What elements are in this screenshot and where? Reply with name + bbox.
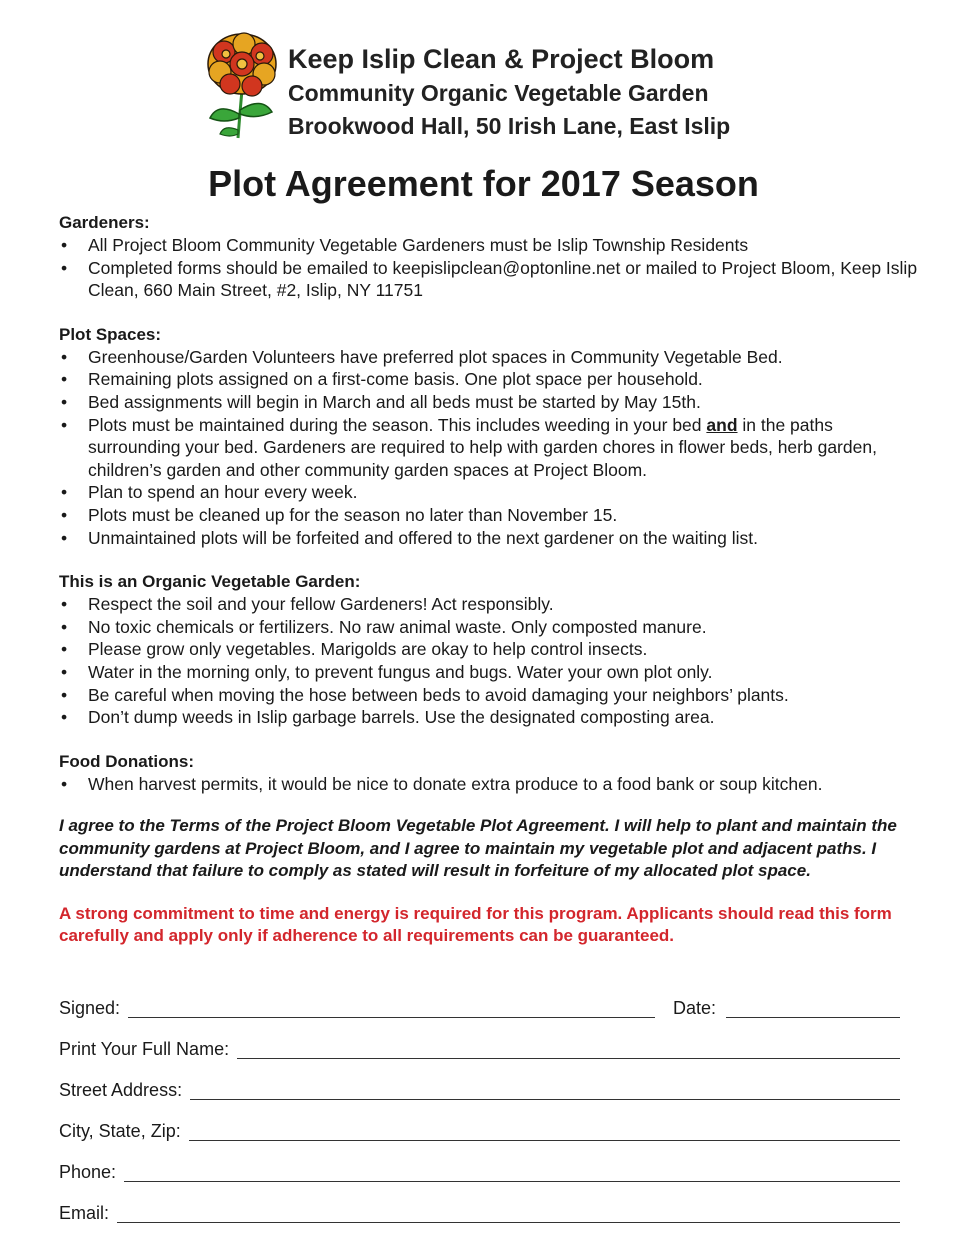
list-item bbox=[59, 504, 919, 527]
section-heading: This is an Organic Vegetable Garden: bbox=[59, 572, 361, 592]
marigold-flower-icon bbox=[204, 32, 280, 140]
list-item bbox=[59, 481, 919, 504]
street-address-label: Street Address: bbox=[59, 1080, 183, 1100]
list-item bbox=[59, 616, 919, 639]
list-item-text: Plots must be maintained during the season. This includes weeding in your bed bbox=[88, 414, 707, 435]
letterhead bbox=[204, 32, 804, 142]
list-item bbox=[59, 346, 919, 369]
form-row-email bbox=[59, 1183, 900, 1224]
bullet: • bbox=[61, 684, 68, 705]
list-item-text: Bed assignments will begin in March and all beds must be started by May 15th. bbox=[88, 391, 701, 412]
bullet-list bbox=[59, 234, 919, 302]
list-item bbox=[59, 257, 919, 302]
list-item-text: Completed forms should be emailed to keepislipclean@optonline.net or mailed to Project Bloom, Keep Islip Clean, 660 Main Street, #2, Islip, NY 11751 bbox=[88, 257, 918, 301]
bullet: • bbox=[61, 639, 68, 660]
form-row-address bbox=[59, 1060, 900, 1101]
agreement-statement: I agree to the Terms of the Project Bloom Vegetable Plot Agreement. I will help to plant and maintain the community gardens at Project Bloom, and I agree to maintain my vegetable plot and adjacent paths. I understand that failure to comply as stated will result in forfeiture of my allocated plot space. bbox=[59, 816, 897, 881]
bullet-list bbox=[59, 773, 919, 796]
list-item bbox=[59, 706, 919, 729]
bullet: • bbox=[61, 346, 68, 367]
bullet: • bbox=[61, 594, 68, 615]
list-item-text: Be careful when moving the hose between beds to avoid damaging your neighbors’ plants. bbox=[88, 684, 789, 705]
list-item bbox=[59, 234, 919, 257]
list-item bbox=[59, 638, 919, 661]
list-item bbox=[59, 661, 919, 684]
full-name-label: Print Your Full Name: bbox=[59, 1039, 230, 1059]
bullet: • bbox=[61, 391, 68, 412]
bullet: • bbox=[61, 527, 68, 548]
bullet: • bbox=[61, 707, 68, 728]
section-heading: Plot Spaces: bbox=[59, 324, 162, 344]
bullet: • bbox=[61, 235, 68, 255]
bullet: • bbox=[61, 482, 68, 503]
street-address-field[interactable] bbox=[190, 1077, 900, 1100]
list-item-text: Water in the morning only, to prevent fungus and bugs. Water your own plot only. bbox=[88, 661, 713, 682]
form-row-signed bbox=[59, 978, 900, 1019]
bullet-list bbox=[59, 593, 919, 729]
date-label: Date: bbox=[672, 998, 716, 1018]
bullet: • bbox=[61, 616, 68, 637]
list-item-text: in the paths surrounding your bed. Gardeners are required to help with garden chores in flower beds, herb garden, children’s garden and other community garden spaces at Project Bloom. bbox=[88, 414, 877, 480]
section-food-donations bbox=[59, 751, 919, 796]
list-item bbox=[59, 414, 919, 482]
email-field[interactable] bbox=[117, 1200, 900, 1223]
commitment-warning: A strong commitment to time and energy is required for this program. Applicants should read this form carefully and apply only if adherence to all requirements can be guaranteed. bbox=[59, 903, 892, 946]
organization-block bbox=[288, 42, 730, 141]
garden-name: Community Organic Vegetable Garden bbox=[288, 80, 709, 106]
page-title: Plot Agreement for 2017 Season bbox=[208, 163, 759, 204]
section-gardeners bbox=[59, 212, 919, 302]
phone-field[interactable] bbox=[124, 1159, 900, 1182]
bullet-list bbox=[59, 346, 919, 549]
emphasis-and: and bbox=[706, 414, 738, 435]
bullet: • bbox=[61, 414, 68, 435]
date-field[interactable] bbox=[726, 995, 900, 1018]
list-item-text: No toxic chemicals or fertilizers. No raw animal waste. Only composted manure. bbox=[88, 616, 707, 637]
section-heading: Gardeners: bbox=[59, 213, 150, 232]
agreement-body bbox=[59, 212, 919, 948]
section-heading: Food Donations: bbox=[59, 751, 195, 771]
list-item-text: When harvest permits, it would be nice to donate extra produce to a food bank or soup kitchen. bbox=[88, 773, 823, 794]
list-item bbox=[59, 527, 919, 550]
list-item-text: Please grow only vegetables. Marigolds are okay to help control insects. bbox=[88, 639, 648, 660]
garden-address: Brookwood Hall, 50 Irish Lane, East Islip bbox=[288, 113, 731, 139]
bullet: • bbox=[61, 661, 68, 682]
list-item-text: Respect the soil and your fellow Gardeners! Act responsibly. bbox=[88, 594, 554, 615]
form-row-city bbox=[59, 1101, 900, 1142]
list-item-text: Plan to spend an hour every week. bbox=[88, 482, 358, 503]
bullet: • bbox=[61, 257, 68, 278]
list-item-text: All Project Bloom Community Vegetable Gardeners must be Islip Township Residents bbox=[88, 235, 749, 255]
signed-label: Signed: bbox=[59, 998, 121, 1018]
form-row-phone bbox=[59, 1142, 900, 1183]
list-item-text: Plots must be cleaned up for the season no later than November 15. bbox=[88, 504, 618, 525]
phone-label: Phone: bbox=[59, 1162, 117, 1182]
bullet: • bbox=[61, 504, 68, 525]
signature-form bbox=[59, 978, 900, 1224]
list-item-text: Greenhouse/Garden Volunteers have preferred plot spaces in Community Vegetable Bed. bbox=[88, 346, 783, 367]
list-item-text: Don’t dump weeds in Islip garbage barrels. Use the designated composting area. bbox=[88, 707, 715, 728]
list-item bbox=[59, 391, 919, 414]
list-item bbox=[59, 773, 919, 796]
section-plot-spaces bbox=[59, 324, 919, 549]
form-row-name bbox=[59, 1019, 900, 1060]
list-item bbox=[59, 593, 919, 616]
list-item-text: Remaining plots assigned on a first-come basis. One plot space per household. bbox=[88, 369, 703, 390]
bullet: • bbox=[61, 773, 68, 794]
bullet: • bbox=[61, 369, 68, 390]
section-organic-garden bbox=[59, 571, 919, 729]
city-state-zip-field[interactable] bbox=[189, 1118, 900, 1141]
list-item bbox=[59, 368, 919, 391]
list-item bbox=[59, 684, 919, 707]
org-name: Keep Islip Clean & Project Bloom bbox=[288, 44, 715, 74]
full-name-field[interactable] bbox=[237, 1036, 900, 1059]
list-item-text: Unmaintained plots will be forfeited and offered to the next gardener on the waiting list. bbox=[88, 527, 758, 548]
email-label: Email: bbox=[59, 1203, 110, 1223]
city-state-zip-label: City, State, Zip: bbox=[59, 1121, 181, 1141]
signature-field[interactable] bbox=[128, 995, 655, 1018]
